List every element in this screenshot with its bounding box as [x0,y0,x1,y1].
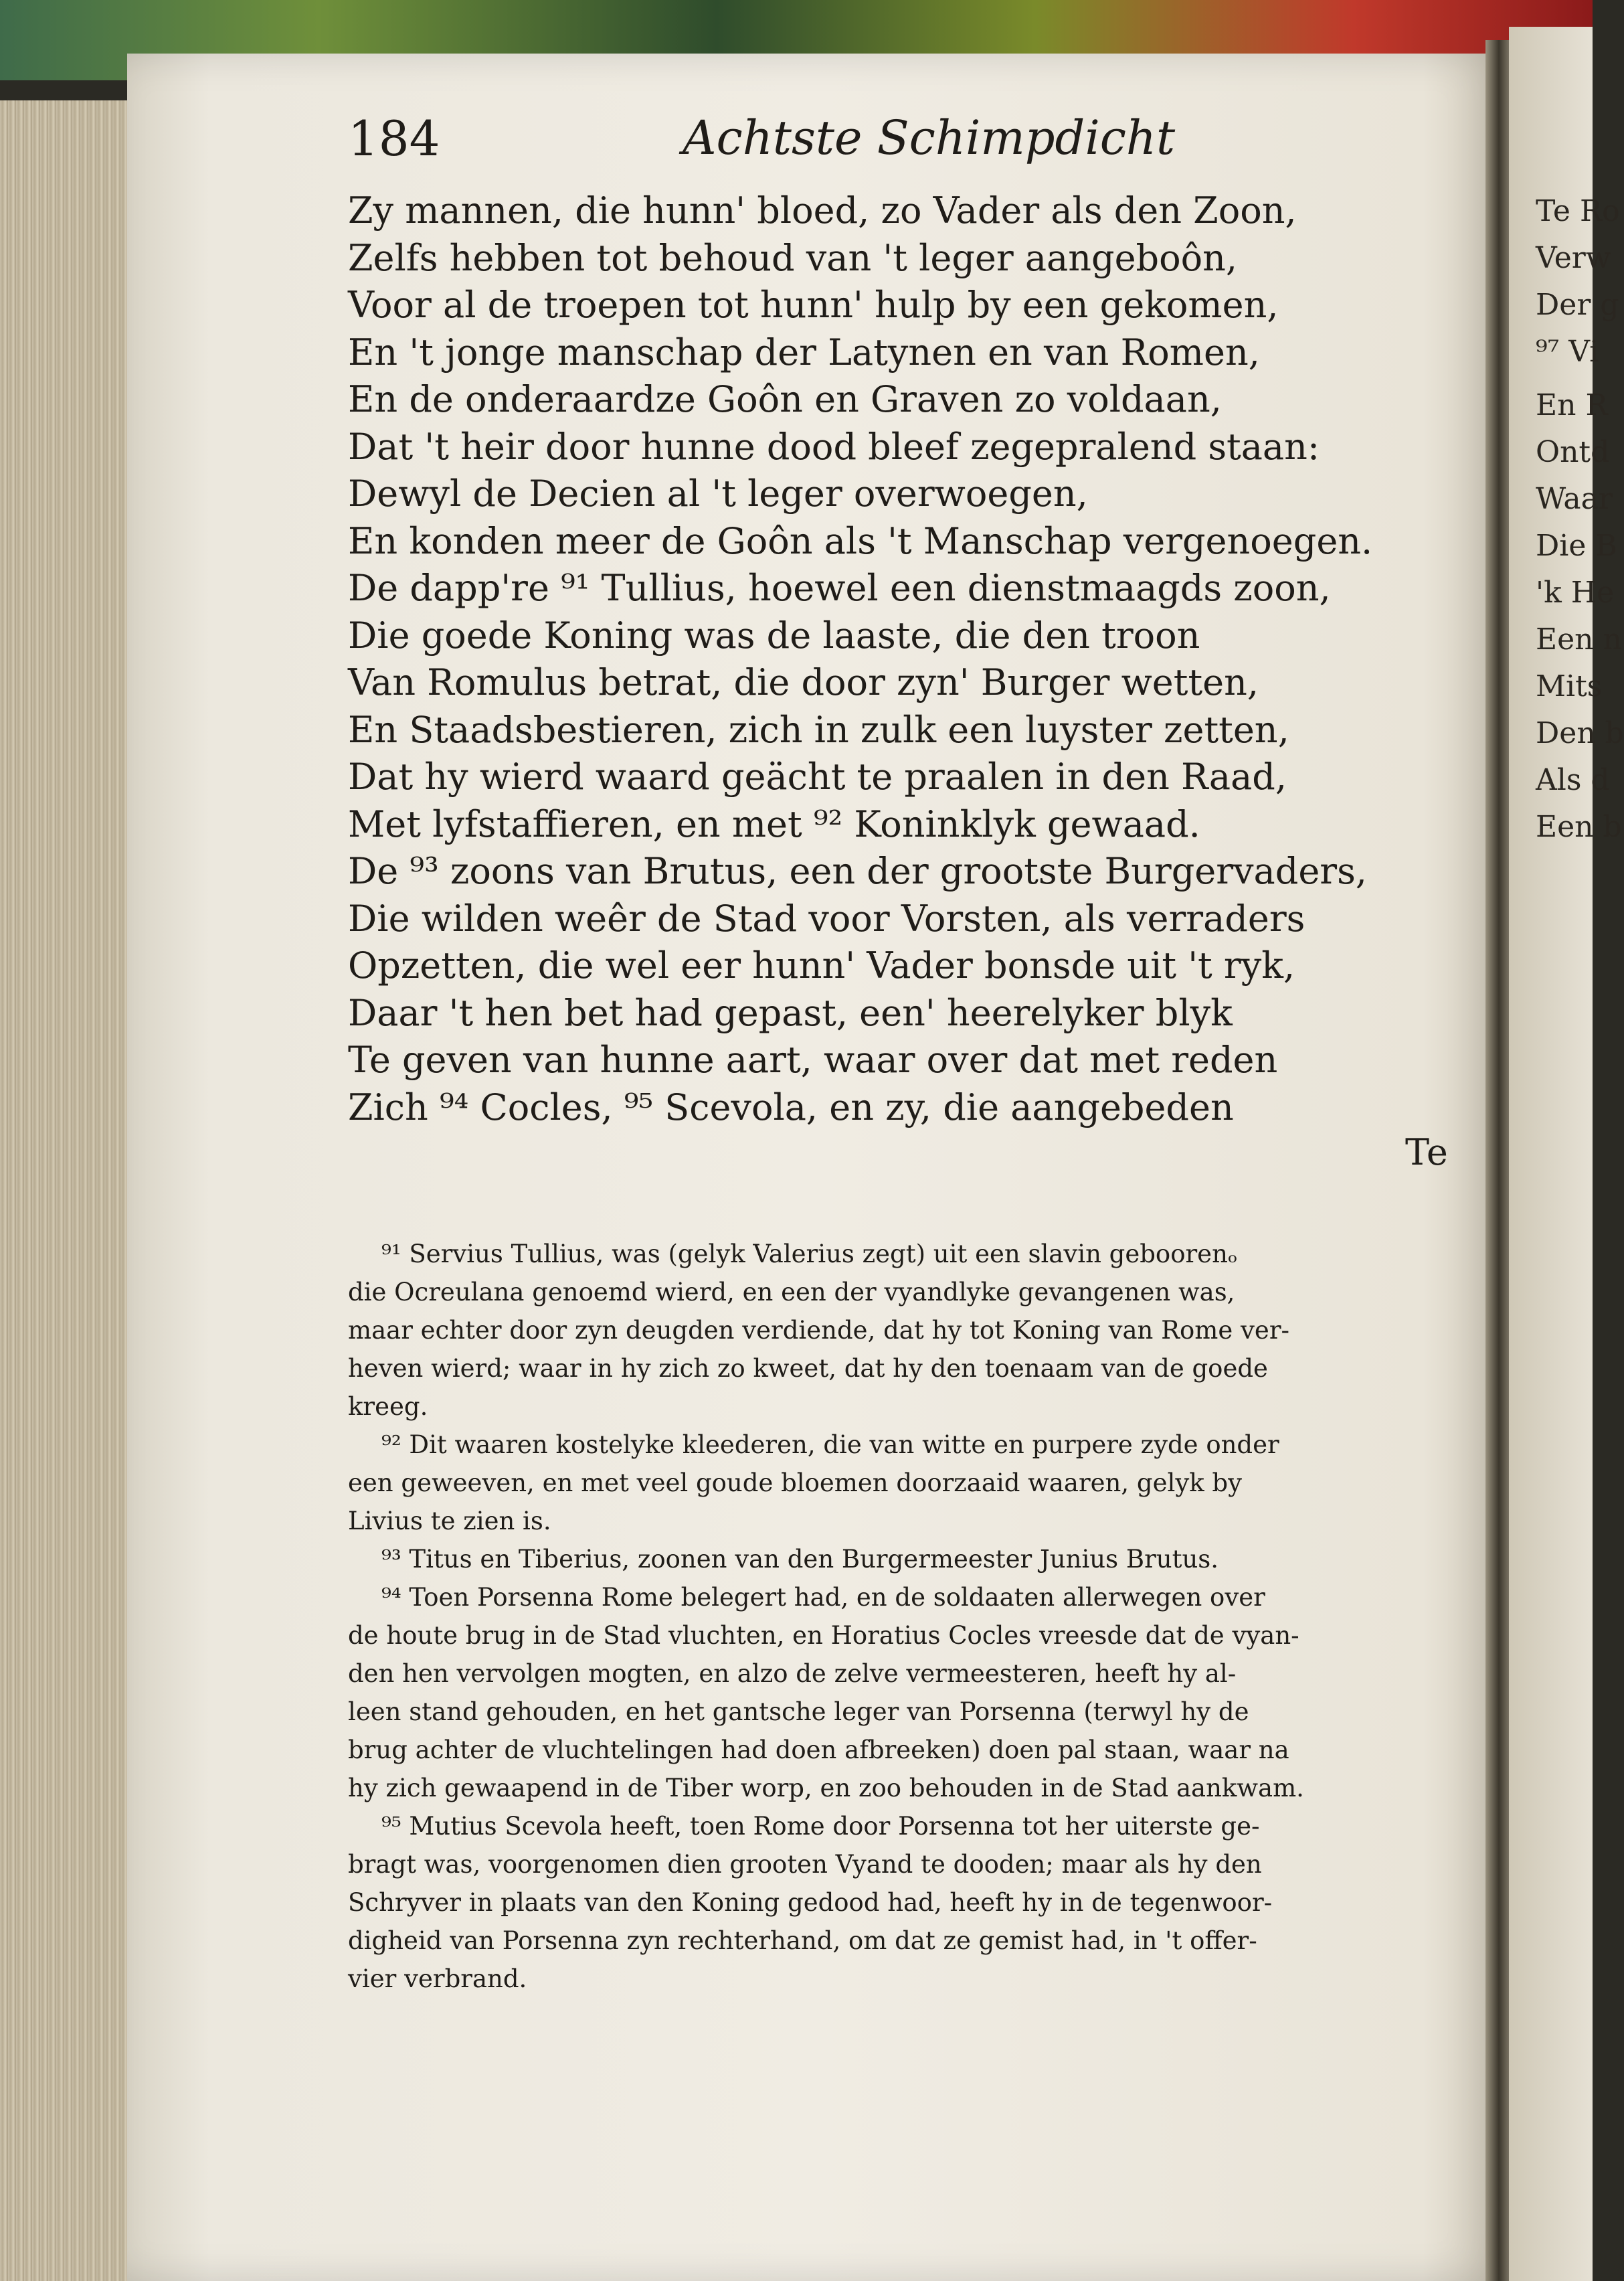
facing-fragment: Mits [1536,669,1603,703]
verse-line: Te geven van hunne aart, waar over dat met reden [348,1039,1278,1081]
page-header [348,110,1485,184]
footnote-line: ⁹⁴ Toen Porsenna Rome belegert had, en de soldaaten allerwegen over [381,1583,1265,1612]
verse-line: En de onderaardze Goôn en Graven zo voldaan, [348,378,1222,420]
verse-line: Voor al de troepen tot hunn' hulp by een gekomen, [348,284,1279,326]
footnote-line: ⁹² Dit waaren kostelyke kleederen, die van witte en purpere zyde onder [381,1430,1279,1459]
footnote-line: hy zich gewaapend in de Tiber worp, en zoo behouden in de Stad aankwam. [348,1774,1304,1802]
footnote-line: brug achter de vluchtelingen had doen afbreeken) doen pal staan, waar na [348,1736,1289,1764]
footnote-line: ⁹³ Titus en Tiberius, zoonen van den Burgermeester Junius Brutus. [381,1545,1219,1574]
facing-fragment: Te Ro [1536,194,1620,228]
footnote-line: ⁹⁵ Mutius Scevola heeft, toen Rome door Porsenna tot her uiterste ge- [381,1812,1260,1841]
verse-line: Die wilden weêr de Stad voor Vorsten, als verraders [348,897,1305,940]
verse-line: De ⁹³ zoons van Brutus, een der grootste Burgervaders, [348,850,1367,892]
facing-page [1509,27,1624,2281]
verse-line: Van Romulus betrat, die door zyn' Burger wetten, [348,661,1259,703]
facing-fragment: Een b [1536,810,1622,844]
verse-line: Dat hy wierd waard geächt te praalen in den Raad, [348,756,1287,798]
facing-fragment: Der g [1536,288,1619,322]
footnote-line: bragt was, voorgenomen dien grooten Vyand te dooden; maar als hy den [348,1850,1262,1879]
verse-line: Dewyl de Decien al 't leger overwoegen, [348,473,1088,515]
verse-line: Die goede Koning was de laaste, die den troon [348,614,1200,657]
page-number: 184 [348,110,440,167]
verse-line: Met lyfstaffieren, en met ⁹² Koninklyk gewaad. [348,802,1200,845]
facing-fragment: Die B [1536,529,1617,563]
verse-line: Daar 't hen bet had gepast, een' heerelyker blyk [348,991,1233,1034]
page-edges [0,100,134,2281]
verse-line: Dat 't heir door hunne dood bleef zegepralend staan: [348,425,1320,468]
verse-line: Zelfs hebben tot behoud van 't leger aangeboôn, [348,236,1238,279]
footnote-line: een geweeven, en met veel goude bloemen doorzaaid waaren, gelyk by [348,1468,1242,1497]
verse-block [348,187,1472,1131]
facing-fragment: Waar [1536,482,1613,516]
footnote-line: leen stand gehouden, en het gantsche leger van Porsenna (terwyl hy de [348,1697,1249,1726]
footnote-line: Livius te zien is. [348,1507,551,1535]
catchword: Te [1405,1131,1448,1173]
facing-fragment: Ontd [1536,435,1610,469]
running-title: Achtste Schimpdicht [683,110,1176,165]
footnote-line: Schryver in plaats van den Koning gedood had, heeft hy in de tegenwoor- [348,1888,1273,1917]
footnote-line: die Ocreulana genoemd wierd, en een der vyandlyke gevangenen was, [348,1278,1235,1306]
footnote-line: maar echter door zyn deugden verdiende, dat hy tot Koning van Rome ver- [348,1316,1290,1345]
footnote-line: ⁹¹ Servius Tullius, was (gelyk Valerius zegt) uit een slavin geboorenₒ [381,1240,1238,1268]
footnote-line: heven wierd; waar in hy zich zo kweet, dat hy den toenaam van de goede [348,1354,1268,1383]
verse-line: Opzetten, die wel eer hunn' Vader bonsde uit 't ryk, [348,944,1295,987]
footnote-line: kreeg. [348,1392,428,1421]
verse-line: En 't jonge manschap der Latynen en van Romen, [348,331,1260,373]
footnote-line: vier verbrand. [348,1964,527,1993]
footnote-line: den hen vervolgen mogten, en alzo de zelve vermeesteren, heeft hy al- [348,1659,1237,1688]
facing-fragment: Verw [1536,241,1611,275]
facing-fragment: ⁹⁷ Vi [1536,335,1599,369]
facing-fragment: En R [1536,388,1608,422]
verse-line: Zy mannen, die hunn' bloed, zo Vader als den Zoon, [348,189,1297,232]
footnote-line: digheid van Porsenna zyn rechterhand, om dat ze gemist had, in 't offer- [348,1926,1257,1955]
footnotes [348,1235,1459,1998]
facing-fragment: Een n [1536,622,1622,657]
facing-fragment: Als d [1536,763,1610,797]
verse-line: En konden meer de Goôn als 't Manschap vergenoegen. [348,519,1373,562]
book-gutter [1485,40,1512,2281]
verse-line: De dapp're ⁹¹ Tullius, hoewel een dienstmaagds zoon, [348,567,1331,609]
verse-line: En Staadsbestieren, zich in zulk een luyster zetten, [348,708,1289,751]
facing-fragment: 'k He [1536,576,1615,610]
verse-line: Zich ⁹⁴ Cocles, ⁹⁵ Scevola, en zy, die aangebeden [348,1086,1234,1128]
facing-fragment: Den b [1536,716,1624,750]
footnote-line: de houte brug in de Stad vluchten, en Horatius Cocles vreesde dat de vyan- [348,1621,1299,1650]
